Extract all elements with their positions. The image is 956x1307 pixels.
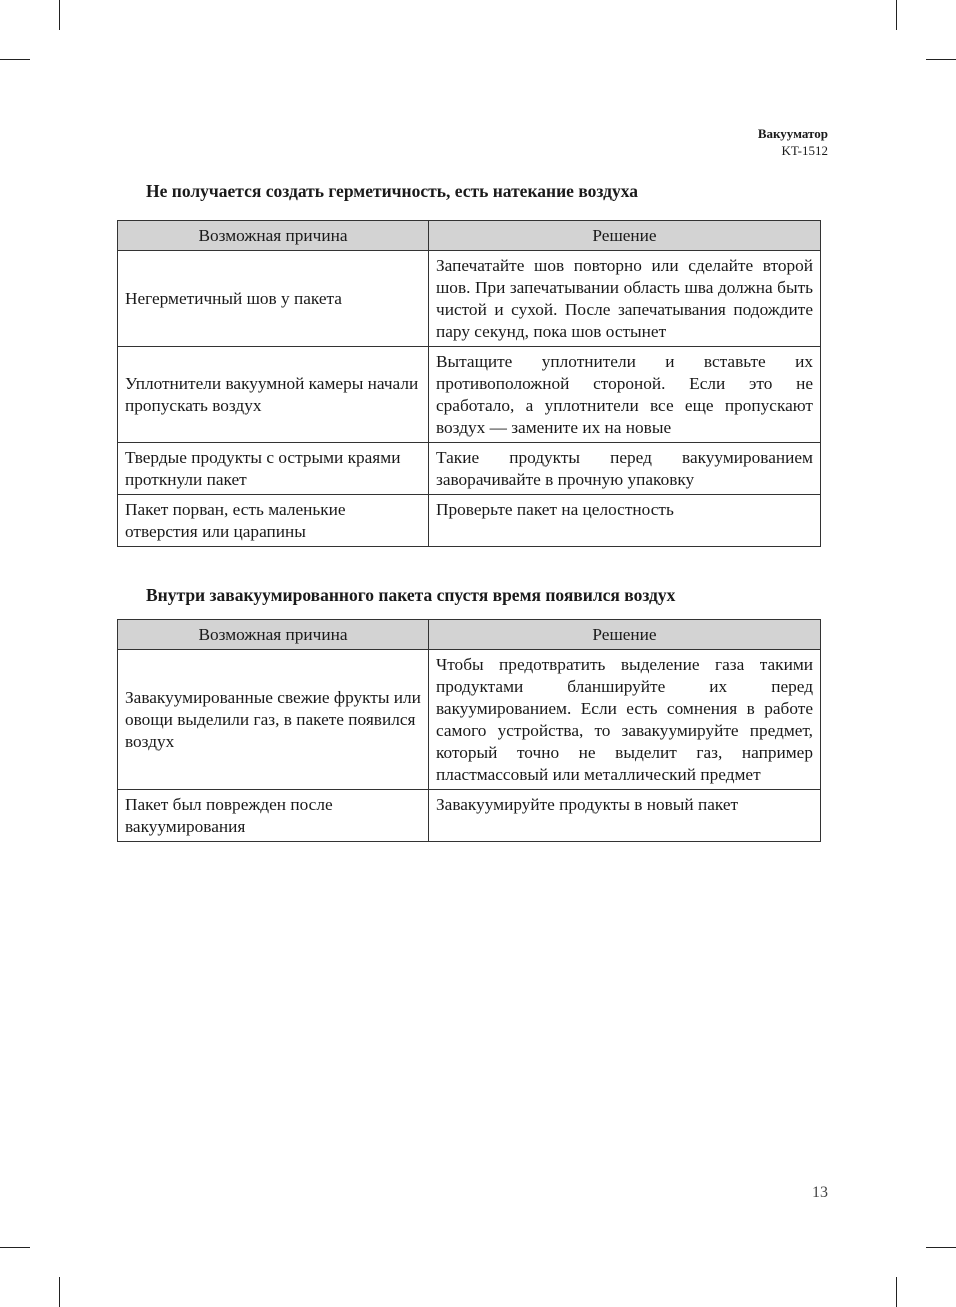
header-product: Вакууматор: [757, 126, 828, 141]
crop-mark-bottom-right-horizontal: [926, 1247, 956, 1248]
header-model: KT-1512: [781, 143, 828, 158]
cause-cell: Пакет порван, есть маленькие отверстия или царапины: [118, 495, 429, 547]
crop-mark-bottom-left-horizontal: [0, 1247, 30, 1248]
column-header-cause: Возможная причина: [118, 221, 429, 251]
troubleshoot-table-air-inside: [117, 619, 821, 842]
column-header-solution: Решение: [429, 221, 821, 251]
crop-mark-top-left-vertical: [59, 0, 60, 30]
solution-cell: Завакуумируйте продукты в новый пакет: [429, 790, 821, 842]
column-header-solution: Решение: [429, 620, 821, 650]
table-row: [118, 251, 821, 347]
solution-cell: Вытащите уплотнители и вставьте их противоположной стороной. Если это не сработало, а уплотнители все еще пропускают воздух — замените их на новые: [429, 347, 821, 443]
solution-cell: Чтобы предотвратить выделение газа такими продуктами бланшируйте их перед вакуумированием. Если есть сомнения в работе самого устройства, то завакуумируйте предмет, который точно не выделит газ, например пластмассовый или металлический предмет: [429, 650, 821, 790]
column-header-cause: Возможная причина: [118, 620, 429, 650]
crop-mark-top-left-horizontal: [0, 59, 30, 60]
section-title-leak: Не получается создать герметичность, есть натекание воздуха: [146, 181, 638, 201]
table-row: [118, 443, 821, 495]
solution-cell: Проверьте пакет на целостность: [429, 495, 821, 547]
table-header-row: [118, 620, 821, 650]
table-row: [118, 790, 821, 842]
solution-cell: Такие продукты перед вакуумированием заворачивайте в прочную упаковку: [429, 443, 821, 495]
cause-cell: Твердые продукты с острыми краями проткнули пакет: [118, 443, 429, 495]
table-header-row: [118, 221, 821, 251]
solution-cell: Запечатайте шов повторно или сделайте второй шов. При запечатывании область шва должна быть чистой и сухой. После запечатывания подождите пару секунд, пока шов остынет: [429, 251, 821, 347]
crop-mark-top-right-horizontal: [926, 59, 956, 60]
crop-mark-bottom-right-vertical: [896, 1277, 897, 1307]
cause-cell: Уплотнители вакуумной камеры начали пропускать воздух: [118, 347, 429, 443]
crop-mark-top-right-vertical: [896, 0, 897, 30]
table-row: [118, 650, 821, 790]
section-title-air-inside: Внутри завакуумированного пакета спустя время появился воздух: [146, 585, 676, 605]
cause-cell: Негерметичный шов у пакета: [118, 251, 429, 347]
crop-mark-bottom-left-vertical: [59, 1277, 60, 1307]
cause-cell: Завакуумированные свежие фрукты или овощи выделили газ, в пакете появился воздух: [118, 650, 429, 790]
table-row: [118, 347, 821, 443]
running-header: [758, 125, 828, 159]
cause-cell: Пакет был поврежден после вакуумирования: [118, 790, 429, 842]
page-number: 13: [812, 1184, 828, 1201]
table-row: [118, 495, 821, 547]
troubleshoot-table-leak: [117, 220, 821, 547]
